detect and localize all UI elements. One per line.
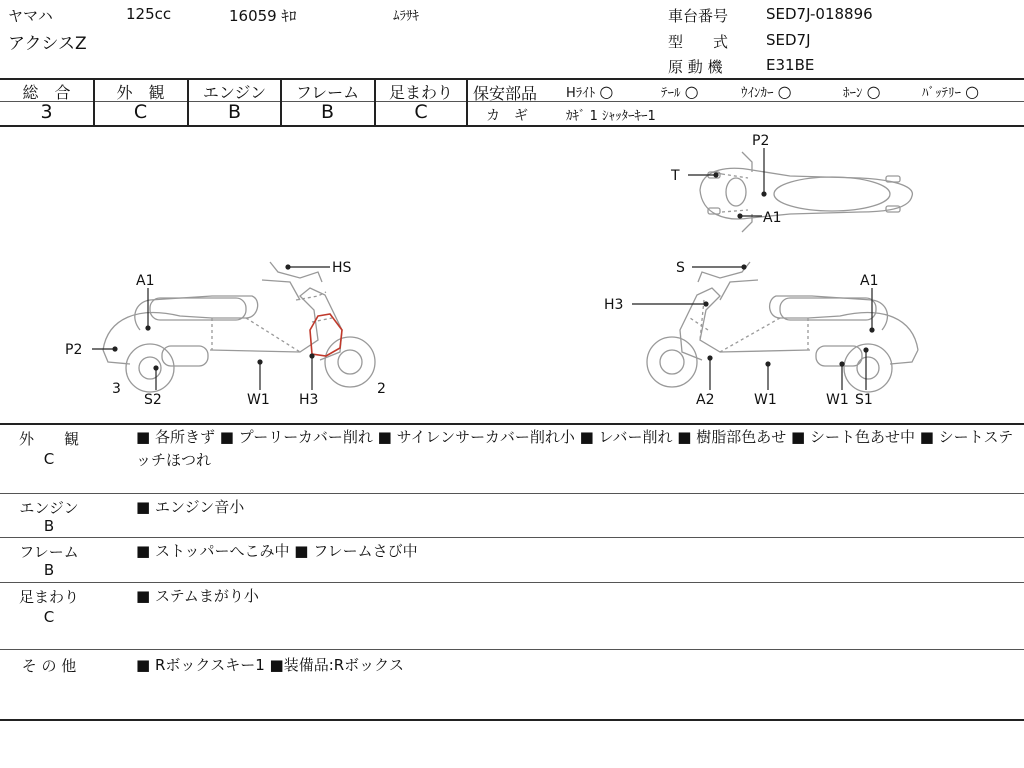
grade-header-exterior: 外 観: [116, 83, 165, 102]
frame-no: SED7J-018896: [766, 5, 873, 23]
section-label: フレーム: [19, 543, 79, 561]
section-grade: B: [43, 517, 55, 535]
section-text: ■ エンジン音小: [136, 498, 245, 516]
diagram-label: W1: [826, 392, 849, 408]
diagram-label: P2: [65, 342, 83, 358]
engine-code: E31BE: [766, 56, 815, 74]
safety-item-name: ﾎｰﾝ: [843, 86, 863, 101]
key-value: ｶｷﾞ 1 ｼｬｯﾀｰｷｰ1: [566, 109, 656, 124]
section-label: 足まわり: [18, 588, 79, 606]
grade-value-suspension: C: [414, 101, 428, 123]
scooter-diagram: [0, 127, 1024, 423]
grade-header-engine: エンジン: [202, 83, 267, 102]
section-grade: B: [43, 561, 55, 579]
section-label: 外 観: [18, 430, 79, 448]
safety-item-mark: ○: [684, 82, 699, 101]
diagram-label: 3: [112, 381, 121, 397]
diagram-label: 2: [377, 381, 386, 397]
section-text: ■ ストッパーへこみ中 ■ フレームさび中: [136, 542, 418, 560]
safety-tail: [661, 82, 699, 101]
model-label: 型 式: [668, 33, 729, 51]
divider-safety-mid: [467, 101, 1024, 102]
model-code: SED7J: [766, 31, 811, 49]
divider-section: [0, 649, 1024, 650]
maker: ヤマハ: [8, 7, 53, 25]
section-text: ■ 各所きず ■ プーリーカバー削れ ■ サイレンサーカバー削れ小 ■ レバー削れ ■ 樹脂部色あせ ■ シート色あせ中 ■ シートステッチほつれ: [136, 428, 1014, 469]
frame-no-label: 車台番号: [668, 7, 729, 25]
engine-label: 原 動 機: [668, 58, 723, 76]
grade-header-suspension: 足まわり: [388, 83, 453, 102]
divider-section: [0, 493, 1024, 494]
mileage: 16059 ｷﾛ: [229, 7, 297, 25]
diagram-label: S: [676, 260, 685, 276]
key-label: カ ギ: [486, 108, 528, 124]
safety-item-name: ｳｲﾝｶｰ: [741, 86, 774, 101]
safety-horn: [843, 82, 881, 101]
section-text: ■ ステムまがり小: [136, 587, 259, 605]
divider-sections-bottom: [0, 719, 1024, 721]
diagram-label: A1: [763, 210, 782, 226]
safety-item-mark: ○: [777, 82, 792, 101]
diagram-label: H3: [299, 392, 319, 408]
grade-header-frame: フレーム: [295, 83, 360, 102]
safety-item-name: Hﾗｲﾄ: [566, 86, 596, 101]
section-grade: C: [43, 608, 55, 626]
section-text: ■ Rボックスキー1 ■装備品:Rボックス: [136, 656, 405, 674]
diagram-label: A1: [860, 273, 879, 289]
safety-label: 保安部品: [473, 84, 538, 103]
safety-battery: [922, 82, 979, 101]
grade-value-engine: B: [227, 101, 242, 123]
divider-section: [0, 582, 1024, 583]
diagram-label: A2: [696, 392, 715, 408]
safety-headlight: [566, 82, 613, 101]
body-color: ﾑﾗｻｷ: [393, 9, 419, 24]
top-scooter-drawing: [700, 152, 912, 232]
diagram-label: A1: [136, 273, 155, 289]
diagram-label: T: [671, 168, 680, 184]
diagram-label: W1: [754, 392, 777, 408]
section-grade: C: [43, 450, 55, 468]
safety-item-mark: ○: [599, 82, 614, 101]
grade-header-overall: 総 合: [22, 83, 71, 102]
safety-item-mark: ○: [866, 82, 881, 101]
safety-winker: [741, 82, 792, 101]
section-label: エンジン: [19, 499, 79, 517]
safety-item-mark: ○: [965, 82, 980, 101]
diagram-label: HS: [332, 260, 352, 276]
displacement: 125cc: [126, 5, 172, 23]
diagram-label: W1: [247, 392, 270, 408]
diagram-label: H3: [604, 297, 624, 313]
diagram-label: P2: [752, 133, 770, 149]
divider-section: [0, 537, 1024, 538]
safety-item-name: ﾊﾞｯﾃﾘｰ: [922, 86, 961, 101]
safety-item-name: ﾃｰﾙ: [661, 86, 681, 101]
grade-value-overall: 3: [40, 101, 53, 123]
grade-value-frame: B: [320, 101, 335, 123]
model-name: アクシスZ: [8, 34, 87, 54]
diagram-label: S2: [144, 392, 162, 408]
grade-value-exterior: C: [133, 101, 148, 123]
section-label: そ の 他: [21, 657, 77, 675]
diagram-label: S1: [855, 392, 873, 408]
divider-sections-top: [0, 423, 1024, 425]
